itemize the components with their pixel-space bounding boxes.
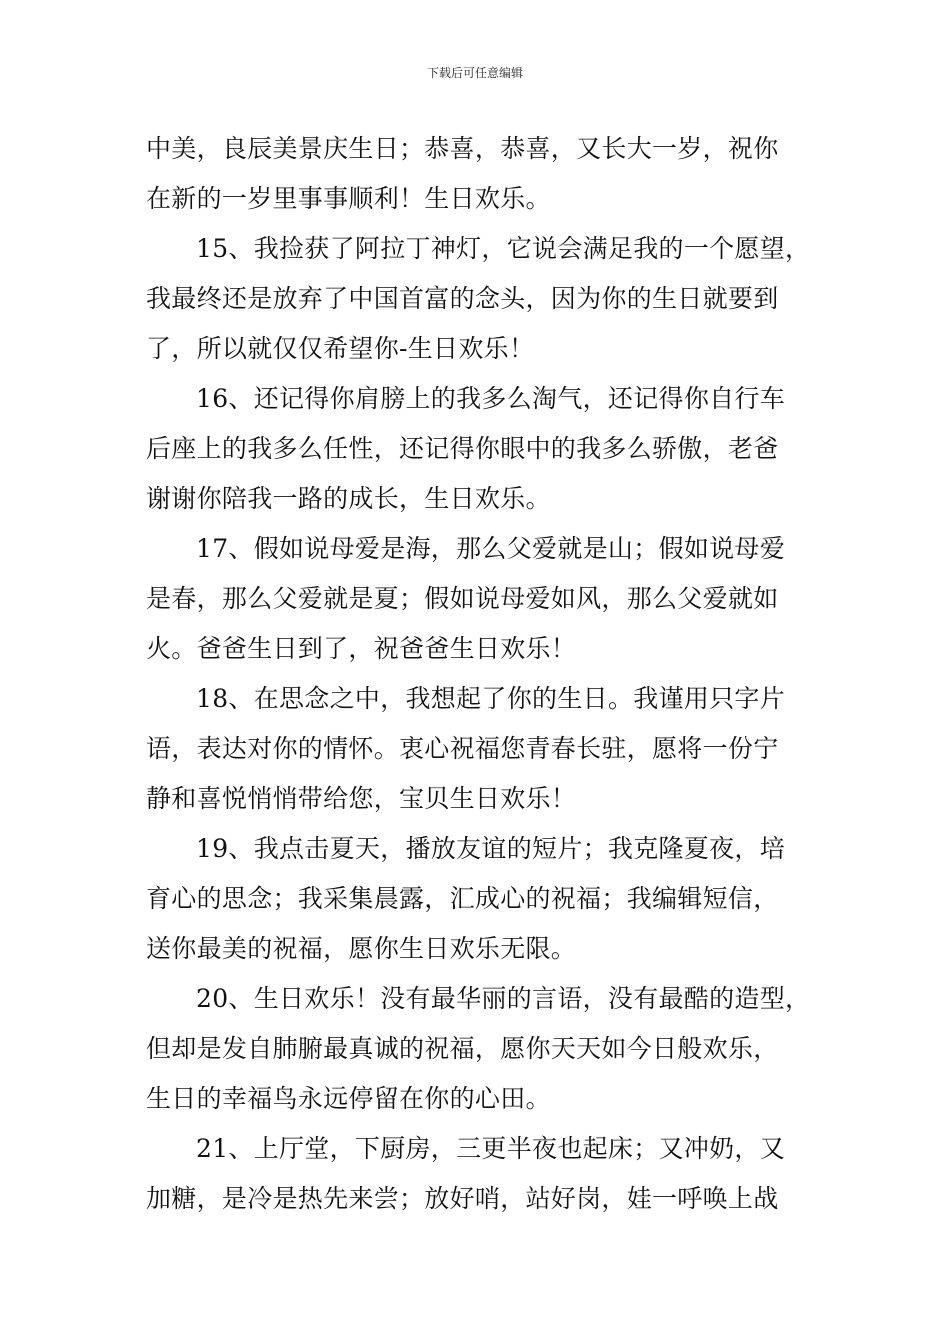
paragraph <box>146 224 836 374</box>
text-line: 育心的思念；我采集晨露，汇成心的祝福；我编辑短信， <box>146 884 779 913</box>
text-line: 17、假如说母爱是海，那么父爱就是山；假如说母爱 <box>196 534 786 563</box>
text-line: 18、在思念之中，我想起了你的生日。我谨用只字片 <box>196 684 786 713</box>
text-line: 是春，那么父爱就是夏；假如说母爱如风，那么父爱就如 <box>146 584 779 613</box>
text-line: 21、上厅堂，下厨房，三更半夜也起床；又冲奶，又 <box>196 1134 786 1163</box>
paragraph <box>146 1124 836 1224</box>
text-line: 加糖，是冷是热先来尝；放好哨，站好岗，娃一呼唤上战 <box>146 1184 779 1213</box>
paragraph <box>146 974 836 1124</box>
text-line: 谢谢你陪我一路的成长，生日欢乐。 <box>146 484 551 513</box>
paragraph <box>146 524 836 674</box>
text-line: 后座上的我多么任性，还记得你眼中的我多么骄傲，老爸 <box>146 434 779 463</box>
text-line: 了，所以就仅仅希望你-生日欢乐！ <box>146 334 535 363</box>
page-header-note: 下载后可任意编辑 <box>426 66 523 80</box>
text-line: 20、生日欢乐！没有最华丽的言语，没有最酷的造型， <box>196 984 811 1013</box>
text-line: 中美，良辰美景庆生日；恭喜，恭喜，又长大一岁，祝你 <box>146 134 779 163</box>
text-line: 语，表达对你的情怀。衷心祝福您青春长驻，愿将一份宁 <box>146 734 779 763</box>
text-line: 静和喜悦悄悄带给您，宝贝生日欢乐！ <box>146 784 577 813</box>
text-line: 16、还记得你肩膀上的我多么淘气，还记得你自行车 <box>196 384 786 413</box>
text-line: 19、我点击夏天，播放友谊的短片；我克隆夏夜，培 <box>196 834 786 863</box>
text-line: 我最终还是放弃了中国首富的念头，因为你的生日就要到 <box>146 284 779 313</box>
text-line: 送你最美的祝福，愿你生日欢乐无限。 <box>146 934 577 963</box>
text-line: 生日的幸福鸟永远停留在你的心田。 <box>146 1084 551 1113</box>
paragraph <box>146 124 836 224</box>
text-line: 火。爸爸生日到了，祝爸爸生日欢乐！ <box>146 634 577 663</box>
paragraph <box>146 674 836 824</box>
paragraph <box>146 374 836 524</box>
text-line: 但却是发自肺腑最真诚的祝福，愿你天天如今日般欢乐， <box>146 1034 779 1063</box>
paragraph <box>146 824 836 974</box>
text-line: 在新的一岁里事事顺利！生日欢乐。 <box>146 184 551 213</box>
document-body <box>146 124 836 1224</box>
text-line: 15、我捡获了阿拉丁神灯，它说会满足我的一个愿望， <box>196 234 811 263</box>
